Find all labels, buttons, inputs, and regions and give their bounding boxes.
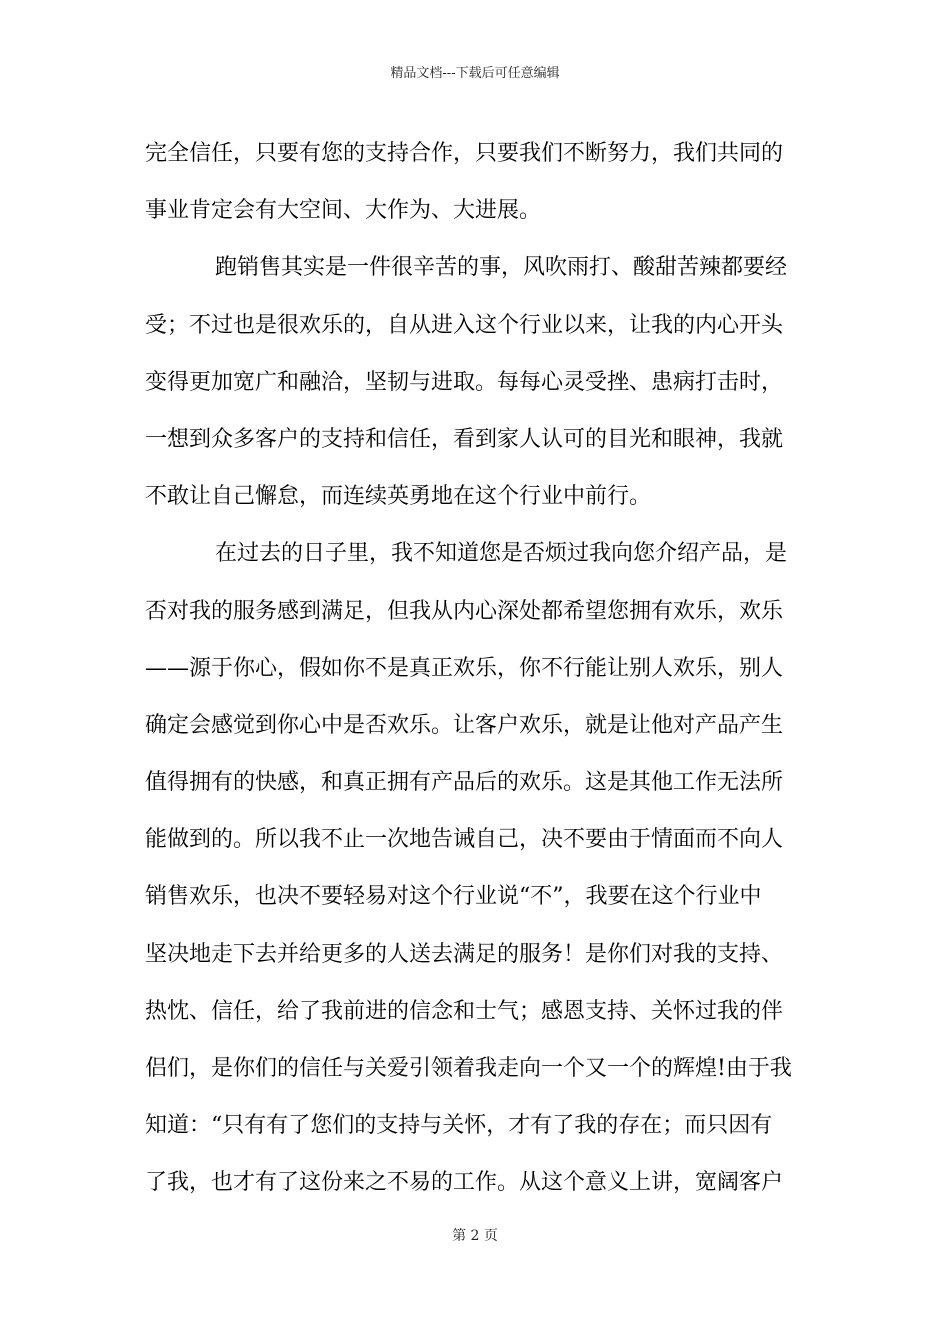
- text-line: 坚决地走下去并给更多的人送去满足的服务！是你们对我的支持、: [145, 941, 784, 967]
- text-line: 完全信任，只要有您的支持合作，只要我们不断努力，我们共同的: [145, 141, 784, 166]
- text-line: 侣们，是你们的信任与关爱引领着我走向一个又一个的辉煌!由于我: [145, 1056, 792, 1081]
- text-line: 不敢让自己懈怠，而连续英勇地在这个行业中前行。: [145, 484, 652, 510]
- text-line: 确定会感觉到你心中是否欢乐。让客户欢乐，就是让他对产品产生: [145, 712, 784, 738]
- paragraph-start-line: 跑销售其实是一件很辛苦的事，风吹雨打、酸甜苦辣都要经: [215, 255, 788, 281]
- text-line: ——源于你心，假如你不是真正欢乐，你不行能让别人欢乐，别人: [145, 655, 784, 681]
- text-line: 销售欢乐，也决不要轻易对这个行业说“不”，我要在这个行业中: [145, 884, 762, 910]
- text-line: 变得更加宽广和融洽，坚韧与进取。每每心灵受挫、患病打击时，: [145, 369, 784, 395]
- text-line: 热忱、信任，给了我前进的信念和士气；感恩支持、关怀过我的伴: [145, 998, 784, 1024]
- page-header: 精品文档---下载后可任意编辑: [390, 66, 560, 81]
- text-line: 一想到众多客户的支持和信任，看到家人认可的目光和眼神，我就: [145, 426, 784, 452]
- page-number: 第 2 页: [452, 1228, 498, 1244]
- text-line: 受；不过也是很欢乐的，自从进入这个行业以来，让我的内心开头: [145, 312, 784, 338]
- text-line: 值得拥有的快感，和真正拥有产品后的欢乐。这是其他工作无法所: [145, 770, 784, 796]
- text-line: 能做到的。所以我不止一次地告诫自己，决不要由于情面而不向人: [145, 827, 784, 853]
- paragraph-start-line: 在过去的日子里，我不知道您是否烦过我向您介绍产品，是: [215, 541, 788, 567]
- document-body: [145, 125, 810, 1212]
- text-line: 否对我的服务感到满足，但我从内心深处都希望您拥有欢乐，欢乐: [145, 598, 784, 624]
- text-line: 知道：“只有有了您们的支持与关怀，才有了我的存在；而只因有: [145, 1113, 773, 1139]
- text-line: 了我，也才有了这份来之不易的工作。从这个意义上讲，宽阔客户: [145, 1170, 784, 1196]
- text-line: 事业肯定会有大空间、大作为、大进展。: [145, 198, 542, 224]
